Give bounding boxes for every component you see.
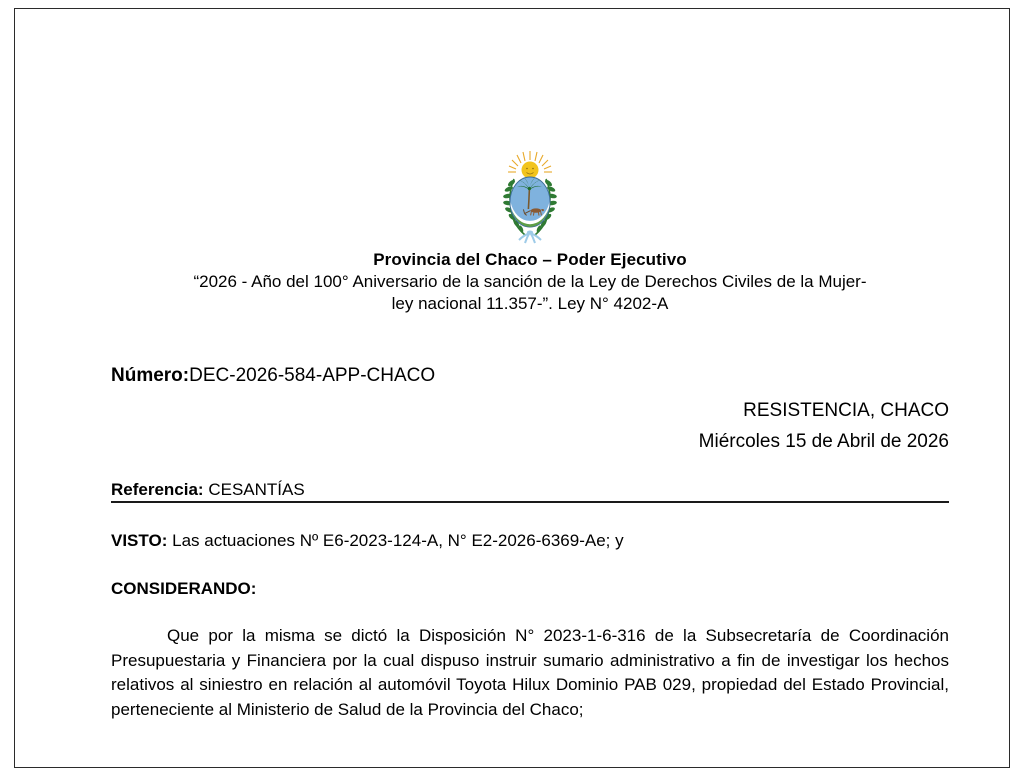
place-date-block bbox=[111, 396, 949, 458]
document-page bbox=[14, 8, 1010, 768]
referencia-row bbox=[111, 480, 305, 500]
visto-row bbox=[111, 531, 624, 551]
considerando-heading: CONSIDERANDO: bbox=[111, 579, 257, 598]
date-text: Miércoles 15 de Abril de 2026 bbox=[698, 430, 949, 452]
chaco-coat-of-arms-icon bbox=[494, 149, 566, 245]
place-text: RESISTENCIA, CHACO bbox=[743, 400, 949, 421]
referencia-value: CESANTÍAS bbox=[208, 480, 305, 499]
referencia-label: Referencia: bbox=[111, 480, 204, 499]
visto-label: VISTO: bbox=[111, 531, 168, 550]
numero-value: DEC-2026-584-APP-CHACO bbox=[189, 365, 436, 386]
page-title: Provincia del Chaco – Poder Ejecutivo bbox=[373, 250, 687, 269]
numero-row bbox=[111, 365, 435, 387]
visto-text: Las actuaciones Nº E6-2023-124-A, N° E2-2026-6369-Ae; y bbox=[172, 531, 624, 550]
emblem-block bbox=[111, 149, 949, 245]
header-subtitle-line-1: “2026 - Año del 100° Aniversario de la sanción de la Ley de Derechos Civiles de la Mujer- bbox=[193, 272, 867, 291]
numero-label: Número: bbox=[111, 365, 190, 386]
header-subtitle-line-2: ley nacional 11.357-”. Ley N° 4202-A bbox=[391, 293, 669, 313]
body-paragraph-1: Que por la misma se dictó la Disposición N° 2023-1-6-316 de la Subsecretaría de Coordinación Presupuestaria y Financiera por la cual dispuso instruir sumario administrativo a fin de investigar los hechos relativos al siniestro en relación al automóvil Toyota Hilux Dominio PAB 029, propiedad del Estado Provincial, perteneciente al Ministerio de Salud de la Provincia del Chaco; bbox=[111, 626, 949, 719]
referencia-divider bbox=[111, 501, 949, 503]
header-subtitle bbox=[111, 271, 949, 315]
